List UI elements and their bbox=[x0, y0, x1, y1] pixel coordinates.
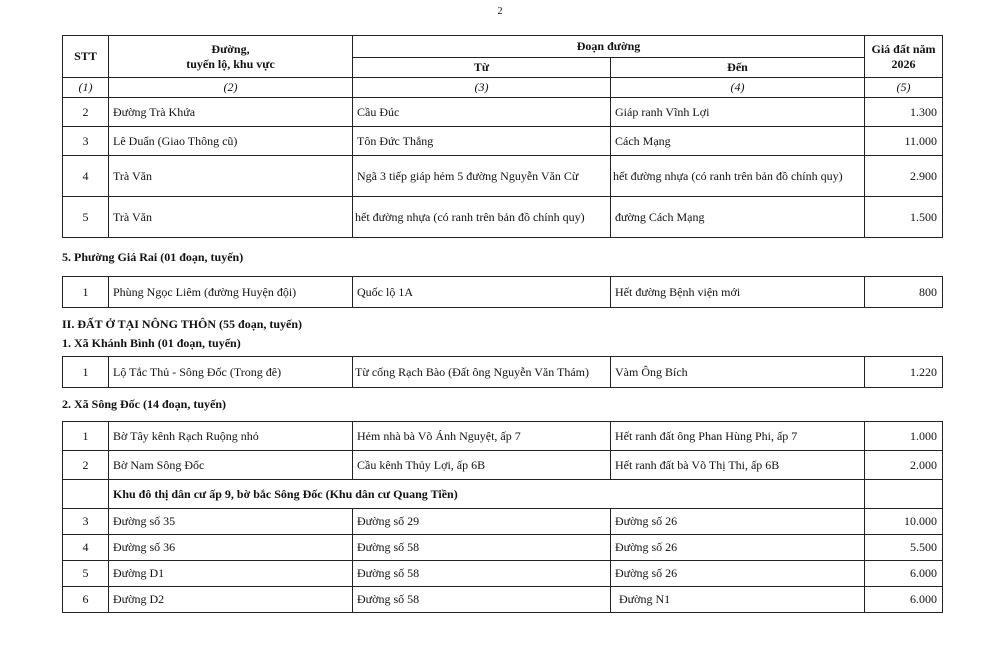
cell-price: 2.000 bbox=[865, 451, 943, 480]
table-row bbox=[63, 98, 943, 127]
cell-stt: 3 bbox=[63, 509, 109, 535]
cell-from: Cầu kênh Thủy Lợi, ấp 6B bbox=[353, 451, 611, 480]
cell-stt: 1 bbox=[63, 277, 109, 308]
cell-road: Đường số 35 bbox=[109, 509, 353, 535]
page-number: 2 bbox=[497, 6, 503, 17]
header-price-line1: Giá đất năm bbox=[871, 41, 936, 56]
cell-road: Lộ Tắc Thủ - Sông Đốc (Trong đê) bbox=[109, 357, 353, 388]
table-row bbox=[63, 127, 943, 156]
cell-price: 800 bbox=[865, 277, 943, 308]
cell-from: Đường số 58 bbox=[353, 587, 611, 613]
cell-road: Bờ Nam Sông Đốc bbox=[109, 451, 353, 480]
cell-stt: 2 bbox=[63, 451, 109, 480]
cell-from: Từ cống Rạch Bào (Đất ông Nguyễn Văn Thám) bbox=[353, 357, 611, 388]
cell-stt: 6 bbox=[63, 587, 109, 613]
cell-price: 6.000 bbox=[865, 587, 943, 613]
header-price-line2: 2026 bbox=[891, 56, 916, 71]
section-heading-song-doc: 2. Xã Sông Đốc (14 đoạn, tuyến) bbox=[62, 397, 227, 411]
cell-price bbox=[865, 480, 943, 509]
column-index: (3) bbox=[353, 78, 611, 98]
cell-stt: 2 bbox=[63, 98, 109, 127]
cell-to: Hết ranh đất bà Võ Thị Thi, ấp 6B bbox=[611, 451, 865, 480]
table-row bbox=[63, 587, 943, 613]
cell-from: Cầu Đúc bbox=[353, 98, 611, 127]
cell-to: Đường N1 bbox=[611, 587, 865, 613]
cell-from: Đường số 29 bbox=[353, 509, 611, 535]
section-heading-rural: II. ĐẤT Ở TẠI NÔNG THÔN (55 đoạn, tuyến) bbox=[62, 317, 303, 331]
cell-from: Đường số 58 bbox=[353, 535, 611, 561]
header-segment: Đoạn đường bbox=[353, 36, 865, 58]
land-price-table-gia-rai bbox=[62, 276, 943, 308]
cell-road: Phùng Ngọc Liêm (đường Huyện đội) bbox=[109, 277, 353, 308]
cell-road: Trà Văn bbox=[109, 197, 353, 238]
cell-road: Đường số 36 bbox=[109, 535, 353, 561]
cell-price: 11.000 bbox=[865, 127, 943, 156]
cell-to: Vàm Ông Bích bbox=[611, 357, 865, 388]
cell-from: Tôn Đức Thắng bbox=[353, 127, 611, 156]
column-index: (5) bbox=[865, 78, 943, 98]
cell-from: Đường số 58 bbox=[353, 561, 611, 587]
cell-price: 2.900 bbox=[865, 156, 943, 197]
cell-road: Đường D1 bbox=[109, 561, 353, 587]
section-heading-khanh-binh: 1. Xã Khánh Bình (01 đoạn, tuyến) bbox=[62, 336, 241, 350]
cell-stt bbox=[63, 480, 109, 509]
header-price bbox=[865, 36, 943, 78]
table-row bbox=[63, 451, 943, 480]
land-price-table-song-doc bbox=[62, 421, 943, 613]
cell-to: Đường số 26 bbox=[611, 561, 865, 587]
cell-to: Cách Mạng bbox=[611, 127, 865, 156]
cell-to: hết đường nhựa (có ranh trên bản đồ chính quy) bbox=[611, 156, 865, 197]
section-heading-gia-rai: 5. Phường Giá Rai (01 đoạn, tuyến) bbox=[62, 250, 244, 264]
table-row bbox=[63, 277, 943, 308]
column-index: (1) bbox=[63, 78, 109, 98]
cell-price: 10.000 bbox=[865, 509, 943, 535]
table-row bbox=[63, 357, 943, 388]
cell-stt: 1 bbox=[63, 357, 109, 388]
cell-from: Quốc lộ 1A bbox=[353, 277, 611, 308]
table-row bbox=[63, 156, 943, 197]
column-index: (4) bbox=[611, 78, 865, 98]
header-stt: STT bbox=[63, 36, 109, 78]
cell-price: 6.000 bbox=[865, 561, 943, 587]
cell-stt: 4 bbox=[63, 535, 109, 561]
cell-stt: 1 bbox=[63, 422, 109, 451]
table-row bbox=[63, 422, 943, 451]
subheading-quang-tien: Khu đô thị dân cư ấp 9, bờ bắc Sông Đốc (Khu dân cư Quang Tiền) bbox=[109, 480, 865, 509]
header-road bbox=[109, 36, 353, 78]
cell-to: đường Cách Mạng bbox=[611, 197, 865, 238]
land-price-table-khanh-binh bbox=[62, 356, 943, 388]
cell-stt: 5 bbox=[63, 561, 109, 587]
cell-to: Giáp ranh Vĩnh Lợi bbox=[611, 98, 865, 127]
table-row bbox=[63, 197, 943, 238]
cell-from: Hẻm nhà bà Võ Ánh Nguyệt, ấp 7 bbox=[353, 422, 611, 451]
header-road-line1: Đường, bbox=[211, 41, 250, 56]
cell-road: Trà Văn bbox=[109, 156, 353, 197]
header-road-line2: tuyến lộ, khu vực bbox=[186, 56, 275, 71]
cell-road: Lê Duẩn (Giao Thông cũ) bbox=[109, 127, 353, 156]
cell-road: Đường Trà Khứa bbox=[109, 98, 353, 127]
table-row bbox=[63, 561, 943, 587]
cell-from: Ngã 3 tiếp giáp hẻm 5 đường Nguyễn Văn Cừ bbox=[353, 156, 611, 197]
column-index: (2) bbox=[109, 78, 353, 98]
cell-price: 1.500 bbox=[865, 197, 943, 238]
cell-to: Hết đường Bệnh viện mới bbox=[611, 277, 865, 308]
table-row bbox=[63, 509, 943, 535]
cell-stt: 5 bbox=[63, 197, 109, 238]
cell-price: 1.300 bbox=[865, 98, 943, 127]
cell-stt: 3 bbox=[63, 127, 109, 156]
cell-price: 1.000 bbox=[865, 422, 943, 451]
cell-to: Đường số 26 bbox=[611, 509, 865, 535]
header-from: Từ bbox=[353, 58, 611, 78]
cell-from: hết đường nhựa (có ranh trên bản đồ chính quy) bbox=[353, 197, 611, 238]
cell-road: Đường D2 bbox=[109, 587, 353, 613]
table-row bbox=[63, 535, 943, 561]
land-price-table-urban bbox=[62, 35, 943, 238]
cell-price: 5.500 bbox=[865, 535, 943, 561]
cell-stt: 4 bbox=[63, 156, 109, 197]
table-subheading-row bbox=[63, 480, 943, 509]
cell-road: Bờ Tây kênh Rạch Ruộng nhỏ bbox=[109, 422, 353, 451]
header-to: Đến bbox=[611, 58, 865, 78]
cell-to: Đường số 26 bbox=[611, 535, 865, 561]
cell-price: 1.220 bbox=[865, 357, 943, 388]
cell-to: Hết ranh đất ông Phan Hùng Phi, ấp 7 bbox=[611, 422, 865, 451]
